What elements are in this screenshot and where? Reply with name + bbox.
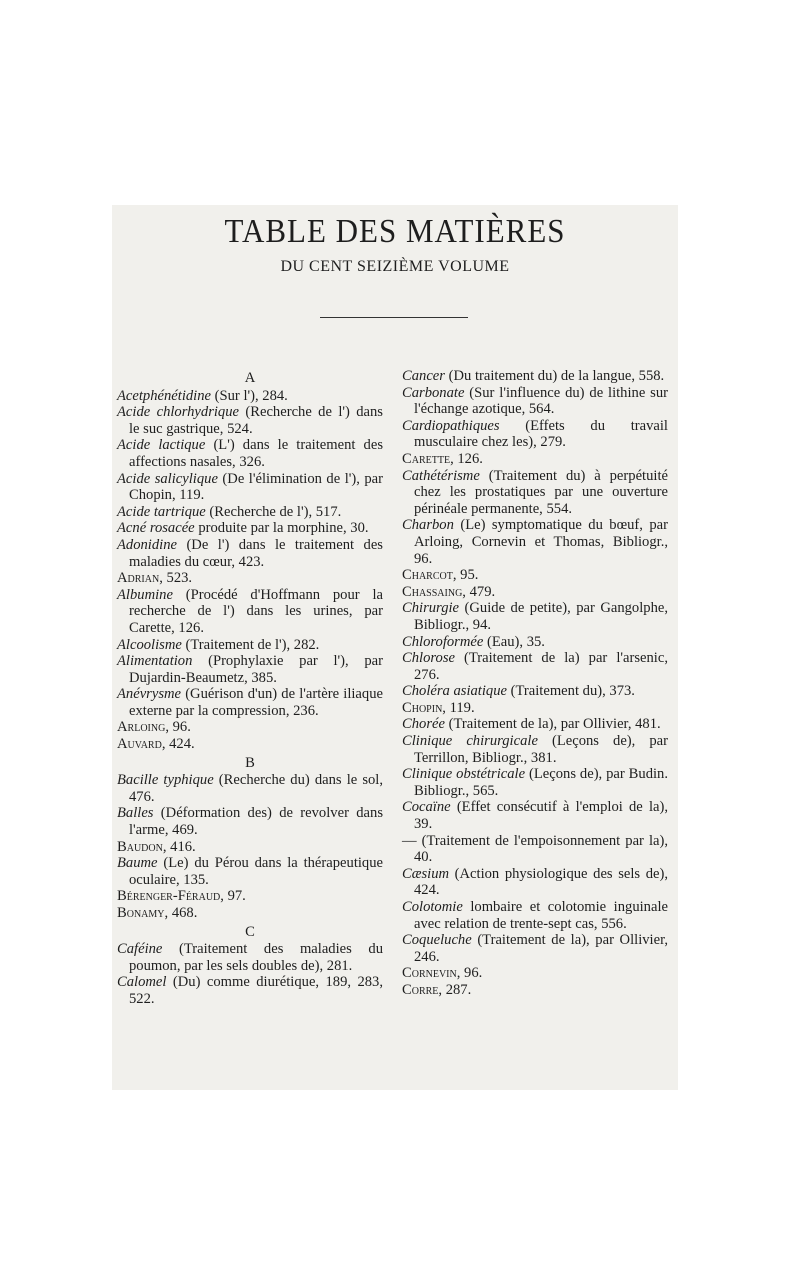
entry-heading: Cæsium (402, 865, 450, 882)
index-entry (117, 736, 383, 753)
entry-text: , 96. (456, 965, 483, 982)
section-letter: B (245, 754, 255, 771)
index-entry (117, 404, 383, 437)
entry-text: , 126. (450, 450, 483, 467)
index-entry (117, 686, 383, 719)
entry-heading: Bonamy (117, 905, 165, 921)
entry-heading: Acetphénétidine (117, 387, 212, 404)
entry-heading: Charbon (402, 517, 454, 534)
entry-heading: Choléra asiatique (402, 683, 507, 700)
entry-heading: Corre (402, 981, 439, 998)
entry-heading: Chloroformée (402, 633, 484, 650)
entry-heading: Chlorose (402, 650, 455, 667)
entry-text: (Effet consécutif à l'emploi de la), 39. (414, 799, 668, 833)
index-entry (117, 437, 383, 470)
entry-text: , 479. (462, 583, 496, 600)
index-entry (402, 733, 668, 766)
entry-text: (Traitement de la), par Ollivier, 481. (444, 716, 661, 733)
index-entry (402, 700, 668, 717)
entry-text: (Procédé d'Hoffmann pour la recherche de l') dans les urines, par Carette, 126. (129, 586, 383, 636)
entry-heading: Acide tartrique (117, 503, 206, 520)
entry-heading: Acide lactique (117, 437, 206, 454)
index-entry (402, 982, 668, 999)
entry-text: (Traitement de l'empoisonnement par la), 40. (414, 832, 668, 866)
entry-heading: Acné rosacée (117, 520, 195, 537)
entry-heading: Cancer (402, 368, 445, 384)
index-entry (402, 833, 668, 866)
entry-heading: Calomel (117, 974, 167, 991)
entry-heading: Adrian (117, 570, 160, 587)
entry-text: , 97. (220, 888, 246, 905)
entry-text: , 416. (162, 838, 196, 855)
index-entry (117, 974, 383, 1007)
entry-text: , 424. (161, 736, 195, 753)
index-entry (402, 567, 668, 584)
entry-text: (Traitement de la) par l'arsenic, 276. (414, 650, 668, 683)
index-entry (117, 888, 383, 905)
entry-text: produite par la morphine, 30. (194, 520, 369, 537)
index-column-left (117, 368, 383, 1008)
entry-heading: Carette (402, 450, 451, 467)
index-entry (402, 451, 668, 468)
section-letter: C (245, 923, 255, 940)
index-entry (402, 683, 668, 700)
index-entry (402, 932, 668, 965)
index-entry (117, 772, 383, 805)
index-entry (117, 719, 383, 736)
index-entry (117, 520, 383, 537)
index-entry (402, 650, 668, 683)
entry-text: (Déformation des) de revolver dans l'arme, 469. (129, 805, 383, 839)
entry-text: , 287. (438, 981, 472, 998)
index-entry (117, 570, 383, 587)
entry-heading: Cardiopathiques (402, 417, 500, 434)
index-entry (117, 537, 383, 570)
entry-text: (Recherche de l') dans le suc gastrique, 524. (129, 404, 383, 437)
title-divider (320, 317, 468, 318)
index-entry (117, 388, 383, 405)
entry-text: (Du) comme diurétique, 189, 283, 522. (129, 974, 383, 1007)
index-entry (117, 471, 383, 504)
entry-text: (De l') dans le traitement des maladies du cœur, 423. (129, 536, 383, 570)
entry-heading: Cathétérisme (402, 467, 480, 484)
entry-text: , 96. (165, 719, 191, 736)
entry-text: (Prophylaxie par l'), par Dujardin-Beaumetz, 385. (129, 653, 383, 686)
entry-text: (Guérison d'un) de l'artère iliaque externe par la compression, 236. (129, 686, 383, 719)
index-entry (402, 418, 668, 451)
entry-text: (Effets du travail musculaire chez les), 279. (414, 417, 668, 451)
index-entry (402, 899, 668, 932)
entry-heading: Clinique chirurgicale (402, 733, 538, 750)
entry-text: (Eau), 35. (483, 633, 545, 650)
entry-text: (Leçons de), par Budin. Bibliogr., 565. (414, 766, 668, 799)
entry-heading: Auvard (117, 736, 162, 753)
index-entry (117, 941, 383, 974)
entry-heading: Adonidine (117, 536, 177, 553)
entry-heading: Chassaing (402, 583, 463, 600)
index-entry (402, 600, 668, 633)
entry-text: (Du traitement du) de la langue, 558. (444, 368, 665, 384)
entry-text: (Action physiologique des sels de), 424. (414, 865, 668, 899)
section-letter: A (244, 370, 256, 386)
index-entry (402, 517, 668, 567)
entry-text: (L') dans le traitement des affections nasales, 326. (129, 437, 383, 470)
index-entry (402, 468, 668, 518)
entry-heading: — (402, 832, 417, 849)
document-page (112, 205, 678, 1090)
entry-text: (Guide de petite), par Gangolphe, Bibliogr., 94. (414, 600, 668, 633)
entry-text: (Sur l'influence du) de lithine sur l'échange azotique, 564. (414, 384, 668, 418)
index-entry (117, 855, 383, 888)
entry-heading: Acide chlorhydrique (117, 404, 240, 421)
index-entry (402, 866, 668, 899)
index-entry (117, 587, 383, 637)
entry-heading: Carbonate (402, 384, 465, 401)
entry-heading: Chirurgie (402, 600, 460, 617)
index-entry (117, 839, 383, 856)
entry-heading: Anévrysme (117, 686, 182, 703)
entry-text: , 468. (164, 905, 198, 921)
entry-text: (Le) du Pérou dans la thérapeutique oculaire, 135. (129, 855, 383, 888)
entry-text: , 95. (452, 567, 479, 584)
entry-text: lombaire et colotomie inguinale avec relation de trente-sept cas, 556. (414, 899, 668, 932)
index-entry (402, 634, 668, 651)
entry-text: (Leçons de), par Terrillon, Bibliogr., 381. (414, 733, 668, 766)
entry-text: , 119. (442, 699, 475, 716)
index-entry (117, 504, 383, 521)
entry-text: (Traitement du), 373. (507, 683, 635, 700)
index-entry (402, 716, 668, 733)
entry-heading: Arloing (117, 719, 166, 736)
entry-text: (Sur l'), 284. (211, 387, 288, 404)
entry-heading: Acide salicylique (117, 470, 218, 487)
index-entry (402, 766, 668, 799)
entry-heading: Clinique obstétricale (402, 766, 526, 783)
index-entry (402, 799, 668, 832)
entry-heading: Coqueluche (402, 932, 472, 949)
entry-text: (Traitement du) à perpétuité chez les prostatiques par une ouverture périnéale permanente, 554. (414, 467, 668, 517)
entry-heading: Balles (117, 805, 154, 822)
index-entry (402, 584, 668, 601)
index-entry (402, 385, 668, 418)
entry-text: (Traitement des maladies du poumon, par les sels doubles de), 281. (129, 941, 383, 974)
entry-heading: Cocaïne (402, 799, 451, 816)
index-entry (117, 805, 383, 838)
entry-heading: Colotomie (402, 899, 463, 915)
entry-heading: Charcot (402, 567, 453, 584)
index-entry (117, 905, 383, 922)
index-entry (402, 965, 668, 982)
entry-text: (Recherche de l'), 517. (205, 503, 342, 520)
entry-heading: Chopin (402, 699, 443, 716)
page-subtitle: DU CENT SEIZIÈME VOLUME (280, 258, 510, 275)
entry-heading: Alcoolisme (117, 636, 182, 653)
entry-heading: Baudon (117, 838, 163, 855)
entry-text: (De l'élimination de l'), par Chopin, 119. (129, 470, 384, 504)
index-column-right (402, 368, 668, 999)
entry-heading: Bérenger-Féraud (117, 888, 221, 905)
entry-heading: Chorée (402, 716, 445, 733)
index-entry (117, 637, 383, 654)
entry-heading: Caféine (117, 941, 163, 958)
entry-heading: Alimentation (117, 653, 193, 670)
entry-text: (Le) symptomatique du bœuf, par Arloing, Cornevin et Thomas, Bibliogr., 96. (414, 517, 668, 567)
entry-heading: Bacille typhique (117, 772, 214, 789)
entry-heading: Cornevin (402, 965, 457, 982)
entry-heading: Albumine (117, 586, 173, 603)
entry-text: , 523. (159, 570, 193, 587)
index-entry (117, 653, 383, 686)
entry-text: (Traitement de l'), 282. (181, 636, 320, 653)
entry-heading: Baume (117, 855, 158, 872)
page-title: TABLE DES MATIÈRES (224, 211, 566, 250)
index-entry (402, 368, 668, 385)
entry-text: (Traitement de la), par Ollivier, 246. (414, 932, 668, 965)
entry-text: (Recherche du) dans le sol, 476. (129, 772, 384, 805)
